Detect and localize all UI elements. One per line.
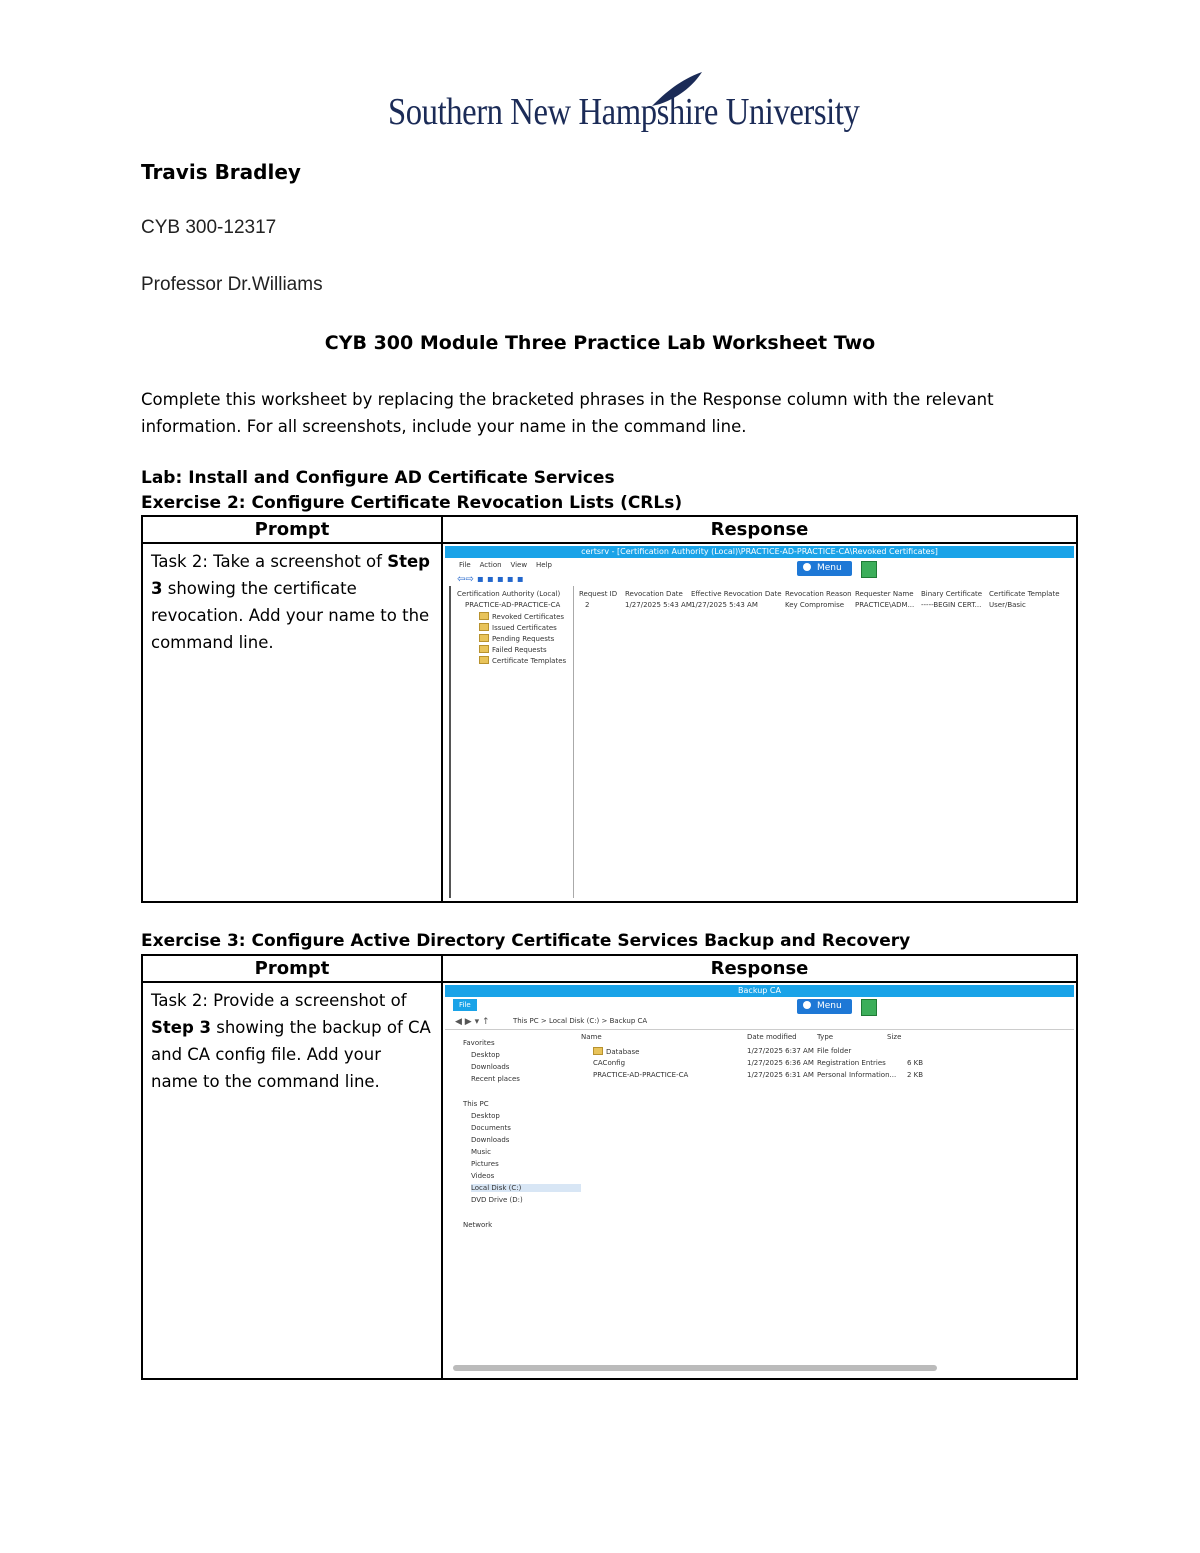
cell[interactable]: -----BEGIN CERT... (921, 601, 982, 609)
nav-item[interactable]: Desktop (471, 1112, 500, 1120)
cell: 1/27/2025 6:31 AM (747, 1071, 814, 1079)
tree-item[interactable]: Revoked Certificates (479, 612, 564, 621)
tree-item[interactable]: Certification Authority (Local) (457, 590, 561, 598)
menu-button[interactable]: Menu (797, 999, 852, 1014)
menu-button[interactable]: Menu (797, 561, 852, 576)
file-row[interactable]: CAConfig (593, 1059, 626, 1067)
nav-item[interactable]: This PC (463, 1100, 489, 1108)
cell: 1/27/2025 6:37 AM (747, 1047, 814, 1055)
nav-item[interactable]: Videos (471, 1172, 495, 1180)
nav-item[interactable]: Favorites (463, 1039, 495, 1047)
tree-item[interactable]: Pending Requests (479, 634, 554, 643)
task-step: Step 3 (151, 1018, 211, 1037)
cell: 6 KB (907, 1059, 924, 1067)
column-header[interactable]: Revocation Reason (785, 590, 852, 598)
logo-text: Southern New Hampshire University (388, 91, 860, 133)
tree-item[interactable]: Failed Requests (479, 645, 547, 654)
column-header[interactable]: Date modified (747, 1033, 797, 1041)
cell: Registration Entries (817, 1059, 886, 1067)
response-header: Response (442, 516, 1077, 543)
instructions: Complete this worksheet by replacing the bracketed phrases in the Response column with the relevant information. For all screenshots, include your name in the command line. (141, 390, 994, 436)
course-code: CYB 300-12317 (141, 217, 277, 238)
cell[interactable]: 1/27/2025 5:43 AM (625, 601, 692, 609)
page-title: CYB 300 Module Three Practice Lab Worksheet Two (324, 332, 876, 354)
window-title: certsrv - [Certification Authority (Local)\PRACTICE-AD-PRACTICE-CA\Revoked Certificates] (445, 546, 1074, 558)
menu-icon (803, 563, 811, 571)
nav-item[interactable]: Desktop (471, 1051, 500, 1059)
task-suffix: showing the certificate revocation. Add your name to the command line. (151, 579, 430, 652)
cell: File folder (817, 1047, 852, 1055)
explorer-screenshot (445, 985, 1074, 1375)
nav-item[interactable]: Pictures (471, 1160, 499, 1168)
lab-title: Lab: Install and Configure AD Certificate Services (141, 468, 615, 488)
cell[interactable]: User/Basic (989, 601, 1026, 609)
cell: 2 KB (907, 1071, 924, 1079)
exercise-2-table (141, 515, 1078, 903)
column-header[interactable]: Revocation Date (625, 590, 683, 598)
professor-name: Professor Dr.Williams (141, 274, 323, 295)
task-prompt (142, 982, 442, 1379)
address-bar[interactable]: This PC > Local Disk (C:) > Backup CA (513, 1017, 648, 1025)
nav-item[interactable]: DVD Drive (D:) (471, 1196, 523, 1204)
column-header[interactable]: Size (887, 1033, 902, 1041)
cell: 1/27/2025 6:36 AM (747, 1059, 814, 1067)
exercise-2-title: Exercise 2: Configure Certificate Revocation Lists (CRLs) (141, 493, 683, 513)
shield-icon (861, 999, 877, 1016)
cell[interactable]: 2 (585, 601, 590, 609)
file-row[interactable]: Database (593, 1047, 639, 1056)
lab-heading (141, 466, 682, 516)
tree-item[interactable]: Issued Certificates (479, 623, 557, 632)
nav-item[interactable]: Recent places (471, 1075, 520, 1083)
toolbar-arrows-icon: ⇦⇨ ▪ ▪ ▪ ▪ ▪ (457, 574, 524, 585)
tree-item[interactable]: Certificate Templates (479, 656, 566, 665)
menu-bar: File Action View Help (459, 561, 552, 569)
response-cell (442, 543, 1077, 902)
task-suffix: showing the backup of CA and CA config file. Add your name to the command line. (151, 1018, 431, 1091)
task-prompt (142, 543, 442, 902)
column-header[interactable]: Type (817, 1033, 834, 1041)
nav-item[interactable]: Music (471, 1148, 491, 1156)
prompt-header: Prompt (142, 955, 442, 982)
task-prefix: Task 2: Provide a screenshot of (151, 991, 407, 1010)
window-title: Backup CA (445, 985, 1074, 997)
column-header[interactable]: Requester Name (855, 590, 914, 598)
nav-item[interactable]: Documents (471, 1124, 511, 1132)
cell[interactable]: Key Compromise (785, 601, 845, 609)
nav-item[interactable]: Downloads (471, 1136, 510, 1144)
cell[interactable]: 1/27/2025 5:43 AM (691, 601, 758, 609)
column-header[interactable]: Binary Certificate (921, 590, 983, 598)
menu-icon (803, 1001, 811, 1009)
prompt-header: Prompt (142, 516, 442, 543)
column-header[interactable]: Name (581, 1033, 602, 1041)
file-tab[interactable]: File (453, 999, 477, 1011)
horizontal-scrollbar[interactable] (453, 1365, 937, 1371)
cell[interactable]: PRACTICE\ADM... (855, 601, 915, 609)
student-name: Travis Bradley (141, 160, 301, 184)
column-header[interactable]: Request ID (579, 590, 618, 598)
exercise-3-table (141, 954, 1078, 1380)
nav-arrows-icon[interactable]: ◀ ▶ ▾ ↑ (455, 1017, 490, 1027)
university-logo (388, 78, 860, 138)
shield-icon (861, 561, 877, 578)
cell: Personal Information... (817, 1071, 897, 1079)
task-step: Step 3 (151, 552, 430, 598)
column-header[interactable]: Certificate Template (989, 590, 1060, 598)
response-cell (442, 982, 1077, 1379)
exercise-3-title: Exercise 3: Configure Active Directory Certificate Services Backup and Recovery (141, 931, 911, 951)
nav-item-selected[interactable]: Local Disk (C:) (471, 1184, 581, 1192)
column-header[interactable]: Effective Revocation Date (691, 590, 782, 598)
response-header: Response (442, 955, 1077, 982)
quill-icon (646, 70, 706, 110)
file-row[interactable]: PRACTICE-AD-PRACTICE-CA (593, 1071, 689, 1079)
tree-item[interactable]: PRACTICE-AD-PRACTICE-CA (465, 601, 561, 609)
nav-item[interactable]: Downloads (471, 1063, 510, 1071)
nav-item[interactable]: Network (463, 1221, 493, 1229)
certsrv-screenshot (445, 546, 1074, 898)
task-prefix: Task 2: Take a screenshot of (151, 552, 388, 571)
